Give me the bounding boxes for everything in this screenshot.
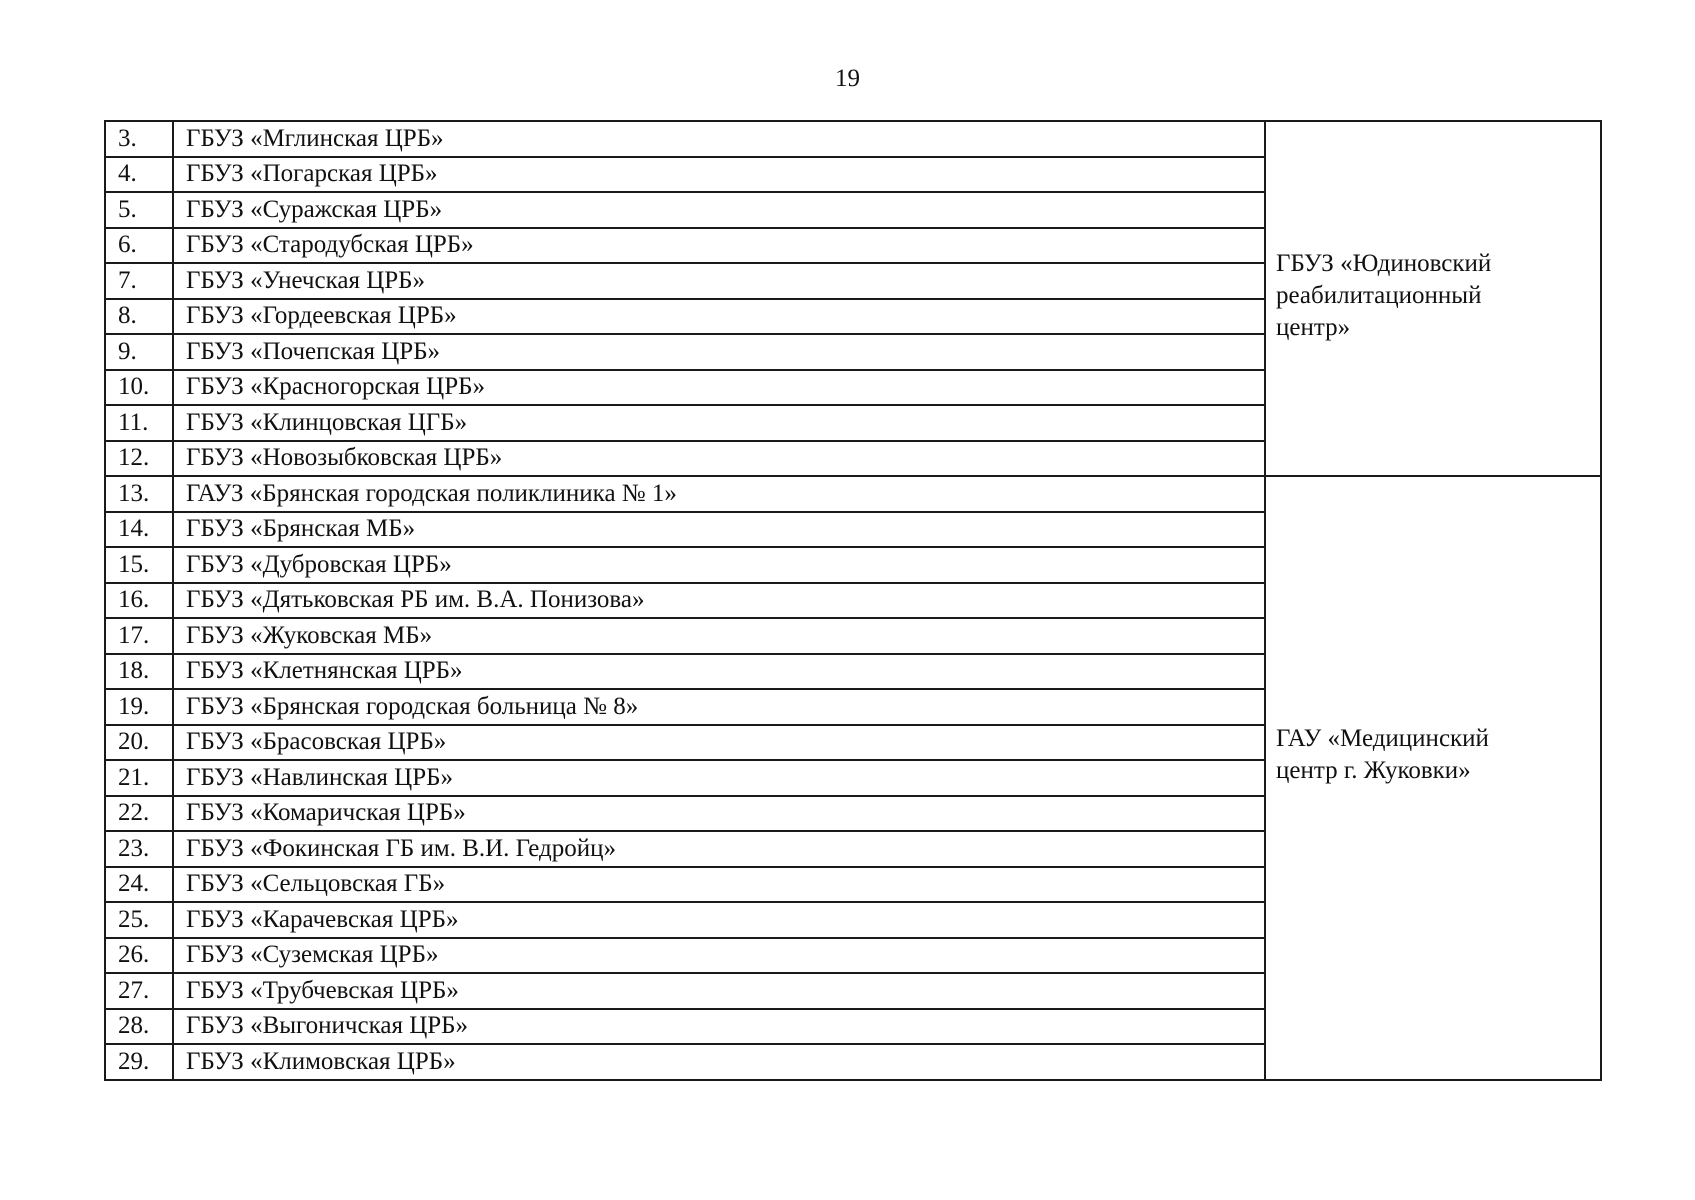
institution-name: ГБУЗ «Брасовская ЦРБ» (173, 725, 1265, 761)
rehabilitation-center (1265, 476, 1601, 1080)
row-number: 5. (105, 192, 173, 228)
row-number: 6. (105, 228, 173, 264)
institution-name: ГБУЗ «Сельцовская ГБ» (173, 867, 1265, 903)
institution-name: ГБУЗ «Гордеевская ЦРБ» (173, 299, 1265, 335)
row-number: 7. (105, 263, 173, 299)
row-number: 24. (105, 867, 173, 903)
institution-name: ГБУЗ «Клинцовская ЦГБ» (173, 405, 1265, 441)
row-number: 14. (105, 512, 173, 548)
institution-name: ГБУЗ «Навлинская ЦРБ» (173, 760, 1265, 796)
institution-name: ГБУЗ «Новозыбковская ЦРБ» (173, 441, 1265, 477)
row-number: 3. (105, 121, 173, 157)
row-number: 10. (105, 370, 173, 406)
row-number: 23. (105, 831, 173, 867)
row-number: 27. (105, 973, 173, 1009)
row-number: 12. (105, 441, 173, 477)
rehabilitation-center-line: центр г. Жуковки» (1276, 757, 1471, 784)
rehabilitation-center-line: центр» (1276, 314, 1351, 341)
row-number: 11. (105, 405, 173, 441)
institution-name: ГБУЗ «Брянская МБ» (173, 512, 1265, 548)
table-body (105, 121, 1601, 1080)
row-number: 8. (105, 299, 173, 335)
institution-name: ГБУЗ «Мглинская ЦРБ» (173, 121, 1265, 157)
row-number: 15. (105, 547, 173, 583)
table-row (105, 121, 1601, 157)
institution-name: ГБУЗ «Красногорская ЦРБ» (173, 370, 1265, 406)
institution-name: ГБУЗ «Дубровская ЦРБ» (173, 547, 1265, 583)
institution-name: ГБУЗ «Брянская городская больница № 8» (173, 689, 1265, 725)
row-number: 28. (105, 1009, 173, 1045)
institution-name: ГБУЗ «Климовская ЦРБ» (173, 1044, 1265, 1080)
institution-name: ГБУЗ «Жуковская МБ» (173, 618, 1265, 654)
rehabilitation-center-line: реабилитационный (1276, 282, 1482, 309)
row-number: 13. (105, 476, 173, 512)
institution-name: ГБУЗ «Суземская ЦРБ» (173, 938, 1265, 974)
institutions-table (104, 120, 1602, 1081)
row-number: 26. (105, 938, 173, 974)
row-number: 17. (105, 618, 173, 654)
institution-name: ГБУЗ «Суражская ЦРБ» (173, 192, 1265, 228)
row-number: 18. (105, 654, 173, 690)
institution-name: ГБУЗ «Погарская ЦРБ» (173, 157, 1265, 193)
row-number: 22. (105, 796, 173, 832)
institution-name: ГБУЗ «Клетнянская ЦРБ» (173, 654, 1265, 690)
rehabilitation-center-line: ГБУЗ «Юдиновский (1276, 250, 1492, 277)
rehabilitation-center (1265, 121, 1601, 476)
rehabilitation-center-line: ГАУ «Медицинский (1276, 725, 1489, 752)
row-number: 21. (105, 760, 173, 796)
institution-name: ГБУЗ «Карачевская ЦРБ» (173, 902, 1265, 938)
institution-name: ГБУЗ «Трубчевская ЦРБ» (173, 973, 1265, 1009)
institution-name: ГБУЗ «Унечская ЦРБ» (173, 263, 1265, 299)
institution-name: ГБУЗ «Стародубская ЦРБ» (173, 228, 1265, 264)
page-number: 19 (835, 65, 860, 92)
row-number: 9. (105, 334, 173, 370)
institution-name: ГБУЗ «Комаричская ЦРБ» (173, 796, 1265, 832)
table-row (105, 476, 1601, 512)
row-number: 4. (105, 157, 173, 193)
institution-name: ГБУЗ «Выгоничская ЦРБ» (173, 1009, 1265, 1045)
row-number: 16. (105, 583, 173, 619)
row-number: 20. (105, 725, 173, 761)
row-number: 19. (105, 689, 173, 725)
row-number: 29. (105, 1044, 173, 1080)
institution-name: ГБУЗ «Почепская ЦРБ» (173, 334, 1265, 370)
row-number: 25. (105, 902, 173, 938)
institution-name: ГБУЗ «Фокинская ГБ им. В.И. Гедройц» (173, 831, 1265, 867)
institution-name: ГБУЗ «Дятьковская РБ им. В.А. Понизова» (173, 583, 1265, 619)
institution-name: ГАУЗ «Брянская городская поликлиника № 1» (173, 476, 1265, 512)
